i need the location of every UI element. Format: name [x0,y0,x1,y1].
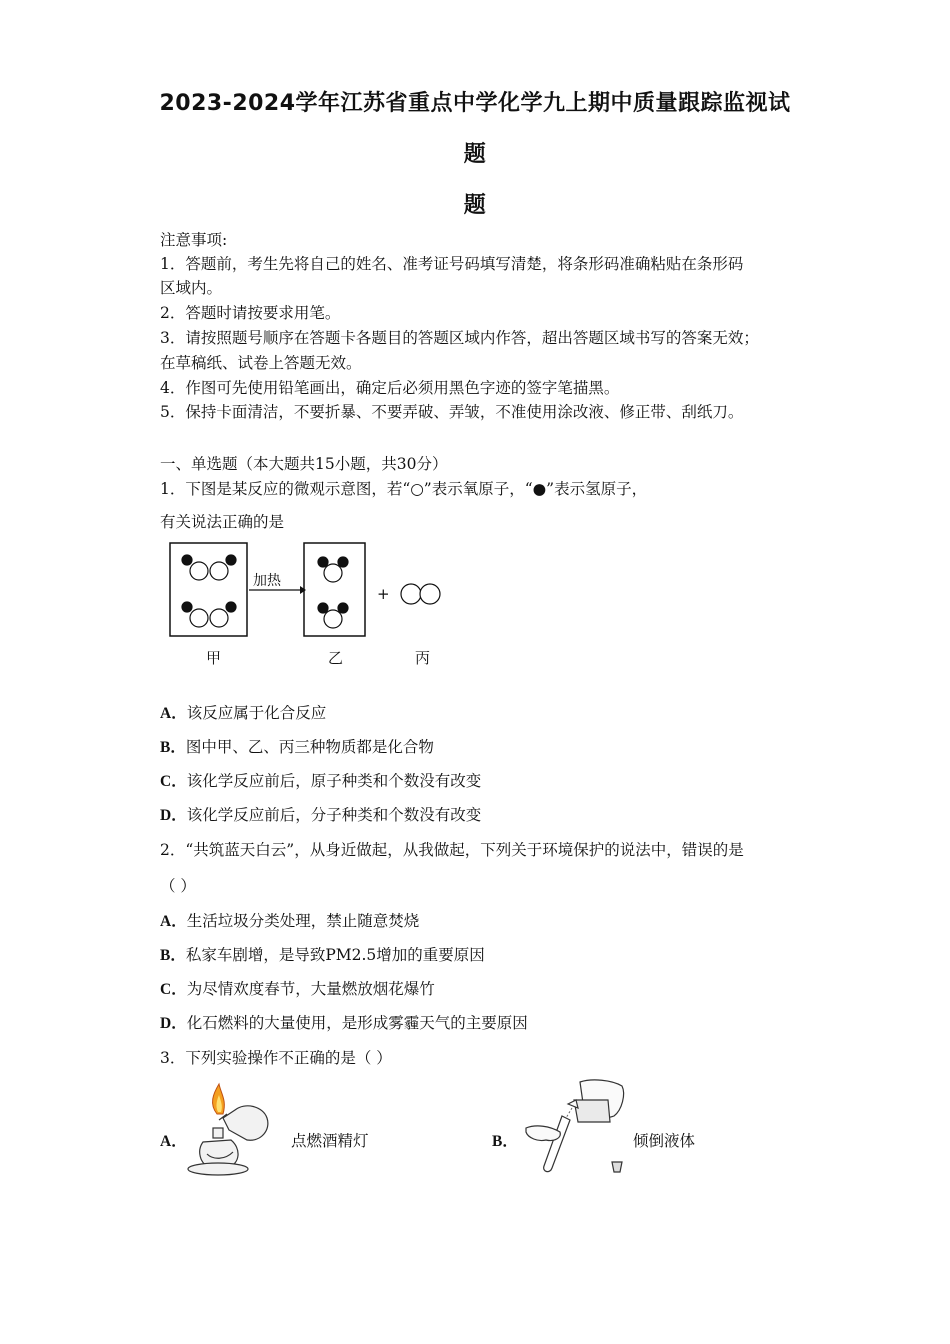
notice-item: 5．保持卡面清洁，不要折暴、不要弄破、弄皱，不准使用涂改液、修正带、刮纸刀。 [160,403,744,421]
pouring-liquid-illustration [518,1076,633,1180]
q3-stem: 3．下列实验操作不正确的是（ ） [160,1049,392,1067]
option-text: 化石燃料的大量使用，是形成雾霾天气的主要原因 [186,1014,528,1032]
arrow-head [300,586,306,594]
q2-stem-line-1: 2．“共筑蓝天白云”，从身近做起，从我做起，下列关于环境保护的说法中，错误的是 [160,841,744,859]
option-text: 生活垃圾分类处理，禁止随意焚烧 [186,912,420,930]
plus-sign: + [377,585,390,603]
option-letter: A． [160,913,187,930]
option-letter: D． [160,807,187,824]
option-text: 该化学反应前后，分子种类和个数没有改变 [186,806,482,824]
stopper [612,1162,622,1172]
title-line-2: 题 [463,142,487,167]
q2-option-d[interactable] [160,1011,528,1033]
molecule-h2 [318,557,348,582]
option-text: 该反应属于化合反应 [186,704,327,722]
q1-option-c[interactable] [160,769,481,791]
notice-item: 2．答题时请按要求用笔。 [160,304,341,322]
title-line-3: 题 [463,193,487,218]
q2-stem-line-2: （ ） [160,877,196,895]
option-text: 图中甲、乙、丙三种物质都是化合物 [185,738,434,756]
q2-option-c[interactable] [160,977,435,999]
option-text: 私家车剧增，是导致PM2.5增加的重要原因 [185,946,485,964]
section-heading: 一、单选题（本大题共15小题，共30分） [160,455,448,473]
option-letter: B． [160,947,186,964]
molecule-o2 [401,584,440,604]
test-tube [544,1116,570,1172]
molecule-h2 [318,603,348,628]
q1-option-d[interactable] [160,803,481,825]
reagent-bottle [574,1100,610,1122]
q1-stem-line-2: 有关说法正确的是 [160,513,285,531]
q2-option-a[interactable] [160,909,419,931]
option-text: 为尽情欢度春节，大量燃放烟花爆竹 [186,980,435,998]
notice-item: 1．答题前，考生先将自己的姓名、准考证号码填写清楚，将条形码准确粘贴在条形码 [160,255,744,273]
label-yi: 乙 [328,649,344,667]
notice-heading: 注意事项: [160,231,228,249]
q3-option-b-text: 倾倒液体 [633,1132,696,1150]
arrow-label: 加热 [253,573,281,589]
label-jia: 甲 [206,649,222,667]
notice-item: 4．作图可先使用铅笔画出，确定后必须用黑色字迹的签字笔描黑。 [160,379,620,397]
option-letter: C． [160,981,187,998]
q1-option-b[interactable] [160,735,434,757]
q3-option-a-text: 点燃酒精灯 [291,1132,369,1150]
option-letter: B． [160,739,186,756]
q1-option-a[interactable] [160,701,326,723]
molecule-h2o [182,602,236,627]
option-text: 该化学反应前后，原子种类和个数没有改变 [186,772,482,790]
hand-icon [526,1126,560,1141]
notice-item: 区域内。 [160,279,223,297]
q1-stem-line-1: 1．下图是某反应的微观示意图，若“○”表示氧原子，“●”表示氢原子， [160,480,648,498]
q2-option-b[interactable] [160,943,485,965]
notice-item: 在草稿纸、试卷上答题无效。 [160,354,362,372]
alcohol-lamp-illustration [183,1080,278,1180]
option-letter: A． [160,1133,187,1150]
label-bing: 丙 [415,649,431,667]
option-letter: C． [160,773,187,790]
title-line-1: 2023-2024学年江苏省重点中学化学九上期中质量跟踪监视试 [159,91,791,116]
notice-item: 3．请按照题号顺序在答题卡各题目的答题区域内作答，超出答题区域书写的答案无效； [160,329,759,347]
option-letter: B． [492,1133,518,1150]
option-letter: A． [160,705,187,722]
q3-option-b-letter[interactable] [492,1129,518,1151]
molecule-h2o [182,555,236,580]
option-letter: D． [160,1015,187,1032]
